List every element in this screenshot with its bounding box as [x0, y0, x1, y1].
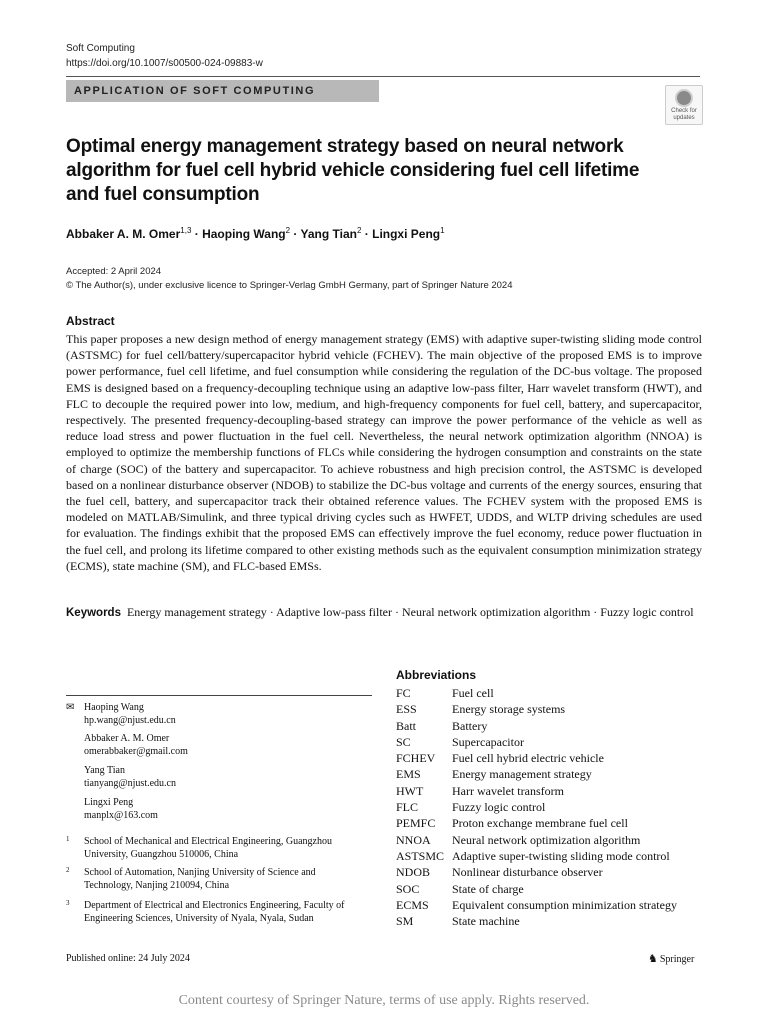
author-affiliation: 2 [285, 226, 291, 235]
abbreviation-key: Batt [396, 718, 416, 733]
publisher-logo [648, 952, 694, 965]
abbreviation-key: NDOB [396, 865, 431, 880]
abbreviation-row [396, 750, 677, 766]
abbreviation-row [396, 766, 677, 782]
contact-entry [84, 701, 176, 727]
abbreviation-key: SC [396, 734, 411, 749]
abbreviation-value: Proton exchange membrane fuel cell [452, 816, 628, 831]
author-name[interactable]: Yang Tian [300, 227, 357, 241]
abbreviation-value: Fuzzy logic control [452, 800, 546, 815]
check-updates-line1: Check for [671, 108, 697, 114]
footnote-rule [66, 695, 372, 696]
abbreviation-key: ECMS [396, 897, 429, 912]
abbreviation-value: Fuel cell hybrid electric vehicle [452, 751, 604, 766]
contact-name: Lingxi Peng [84, 797, 134, 808]
check-updates-icon [675, 89, 693, 107]
contact-email[interactable]: manplx@163.com [84, 810, 158, 821]
contact-entry [84, 732, 188, 758]
affiliation-number: 3 [66, 899, 70, 907]
publisher-name: Springer [659, 954, 695, 965]
abbreviation-row [396, 848, 677, 864]
published-date: Published online: 24 July 2024 [66, 953, 190, 964]
abbreviation-row [396, 734, 677, 750]
abbreviations-heading: Abbreviations [396, 668, 477, 682]
keywords-label: Keywords [66, 607, 121, 619]
abbreviations-list [396, 685, 677, 929]
abbreviation-key: SOC [396, 881, 420, 896]
abbreviation-row [396, 897, 677, 913]
accepted-date: Accepted: 2 April 2024 [66, 266, 162, 277]
contact-email[interactable]: tianyang@njust.edu.cn [84, 778, 176, 789]
abbreviation-row [396, 685, 677, 701]
dates-block [66, 265, 513, 293]
doi-link[interactable]: https://doi.org/10.1007/s00500-024-09883-w [66, 58, 263, 69]
check-for-updates-badge[interactable] [665, 85, 703, 125]
author-list [66, 226, 445, 241]
abbreviation-row [396, 881, 677, 897]
abbreviation-value: Fuel cell [452, 686, 494, 700]
abbreviation-value: Adaptive super-twisting sliding mode control [452, 848, 670, 863]
affiliation-text: Department of Electrical and Electronics Engineering, Faculty of Engineering Sciences, University of Nyala, Nyala, Sudan [84, 900, 345, 924]
abbreviation-row [396, 701, 677, 717]
abbreviation-value: Supercapacitor [452, 734, 524, 749]
affiliation-text: School of Mechanical and Electrical Engineering, Guangzhou University, Guangzhou 510006, China [84, 836, 332, 860]
author-name[interactable]: Haoping Wang [202, 227, 286, 241]
abbreviation-key: HWT [396, 783, 424, 798]
abbreviation-key: FCHEV [396, 751, 436, 766]
abbreviation-row [396, 913, 677, 929]
contact-name: Abbaker A. M. Omer [84, 733, 170, 744]
author-affiliation: 2 [356, 226, 362, 235]
author-separator: · [191, 227, 203, 241]
abstract-heading: Abstract [66, 314, 115, 328]
abbreviation-value: Energy management strategy [452, 767, 592, 782]
abbreviation-value: Equivalent consumption minimization strategy [452, 897, 677, 912]
contact-email[interactable]: hp.wang@njust.edu.cn [84, 715, 176, 726]
abbreviation-value: Battery [452, 718, 488, 733]
envelope-icon: ✉ [66, 702, 75, 713]
author-separator: · [361, 227, 373, 241]
keywords-list: Energy management strategy · Adaptive low-pass filter · Neural network optimization algorithm · Fuzzy logic control [126, 605, 694, 619]
affiliation-number: 2 [66, 866, 70, 874]
section-banner: APPLICATION OF SOFT COMPUTING [66, 80, 379, 102]
contact-entry [84, 796, 158, 822]
contact-email[interactable]: omerabbaker@gmail.com [84, 746, 188, 757]
springer-horse-icon: ♞ [648, 953, 658, 965]
header-rule [66, 76, 700, 77]
abbreviation-key: SM [396, 914, 414, 929]
abbreviation-value: State of charge [452, 881, 524, 896]
author-affiliation: 1,3 [180, 226, 192, 235]
abbreviation-key: FC [396, 686, 411, 700]
abbreviation-row [396, 832, 677, 848]
abbreviation-value: Nonlinear disturbance observer [452, 865, 603, 880]
author-affiliation: 1 [440, 226, 445, 235]
contact-name: Haoping Wang [84, 702, 144, 713]
check-updates-line2: updates [673, 115, 695, 121]
abbreviation-value: Harr wavelet transform [452, 783, 564, 798]
abbreviation-key: NNOA [396, 832, 431, 847]
courtesy-notice: Content courtesy of Springer Nature, terms of use apply. Rights reserved. [178, 993, 590, 1008]
paper-title: Optimal energy management strategy based on neural network algorithm for fuel cell hybrid vehicle considering fuel cell lifetime and fuel consumption [66, 136, 640, 205]
journal-header [66, 41, 263, 71]
abbreviation-key: FLC [396, 800, 419, 815]
journal-name: Soft Computing [66, 43, 135, 54]
author-name[interactable]: Abbaker A. M. Omer [66, 227, 181, 241]
abbreviation-value: Neural network optimization algorithm [452, 832, 641, 847]
abstract-text: This paper proposes a new design method of energy management strategy (EMS) with adaptive super-twisting sliding mode control (ASTSMC) for fuel cell/battery/supercapacitor hybrid vehicle (FCHEV). The main objective of the proposed EMS is to improve power performance, fuel cell lifetime, and fuel consumption while considering the regulation of the DC-bus voltage. The proposed EMS is designed based on a frequency-decoupling technique using an adaptive low-pass filter, Harr wavelet transform (HWT), and FLC to decouple the required power into low, medium, and high-frequency components for fuel cell, battery, and supercapacitor, respectively. The presented frequency-decoupling-based strategy can improve the power performance of the vehicle as well as reduce load stress and power fluctuation in the fuel cell. Nevertheless, the neural network optimization algorithm (NNOA) is employed to optimize the membership functions of FLCs while considering the hydrogen consumption and constraints on the state of charge (SOC) of the battery and supercapacitor. To achieve robustness and high precision control, the ASTSMC is developed based on a nonlinear disturbance observer (NDOB) to stabilize the DC-bus voltage and currents of the energy sources, ensuring that the fuel cell, battery, and supercapacitor track their obtained reference values. The FCHEV system with the proposed EMS is modeled on MATLAB/Simulink, and three typical driving cycles such as HWFET, UDDS, and WLTP driving schedules are used for evaluation. The findings exhibit that the proposed EMS can effectively improve the fuel economy, reduce power fluctuation in the fuel cell, and prolong its lifetime compared to other existing methods such as the equivalent consumption minimization strategy (ECMS), state machine (SM), and FLC-based EMSs. [66, 332, 702, 573]
abbreviation-row [396, 799, 677, 815]
keywords-block [66, 604, 702, 622]
abbreviation-key: ASTSMC [396, 848, 445, 863]
abbreviation-key: EMS [396, 767, 421, 782]
contact-name: Yang Tian [84, 765, 125, 776]
abbreviation-key: ESS [396, 702, 417, 717]
author-name[interactable]: Lingxi Peng [372, 227, 441, 241]
affiliation-text: School of Automation, Nanjing University of Science and Technology, Nanjing 210094, China [84, 867, 316, 891]
author-separator: · [290, 227, 301, 241]
contact-entry [84, 764, 176, 790]
abbreviation-row [396, 783, 677, 799]
abbreviation-row [396, 815, 677, 831]
abbreviation-value: State machine [452, 914, 520, 929]
abbreviation-value: Energy storage systems [452, 702, 566, 717]
affiliation-number: 1 [66, 835, 70, 843]
abbreviation-key: PEMFC [396, 816, 436, 831]
copyright-line: © The Author(s), under exclusive licence to Springer-Verlag GmbH Germany, part of Springer Nature 2024 [66, 280, 513, 291]
abbreviation-row [396, 718, 677, 734]
abbreviation-row [396, 864, 677, 880]
